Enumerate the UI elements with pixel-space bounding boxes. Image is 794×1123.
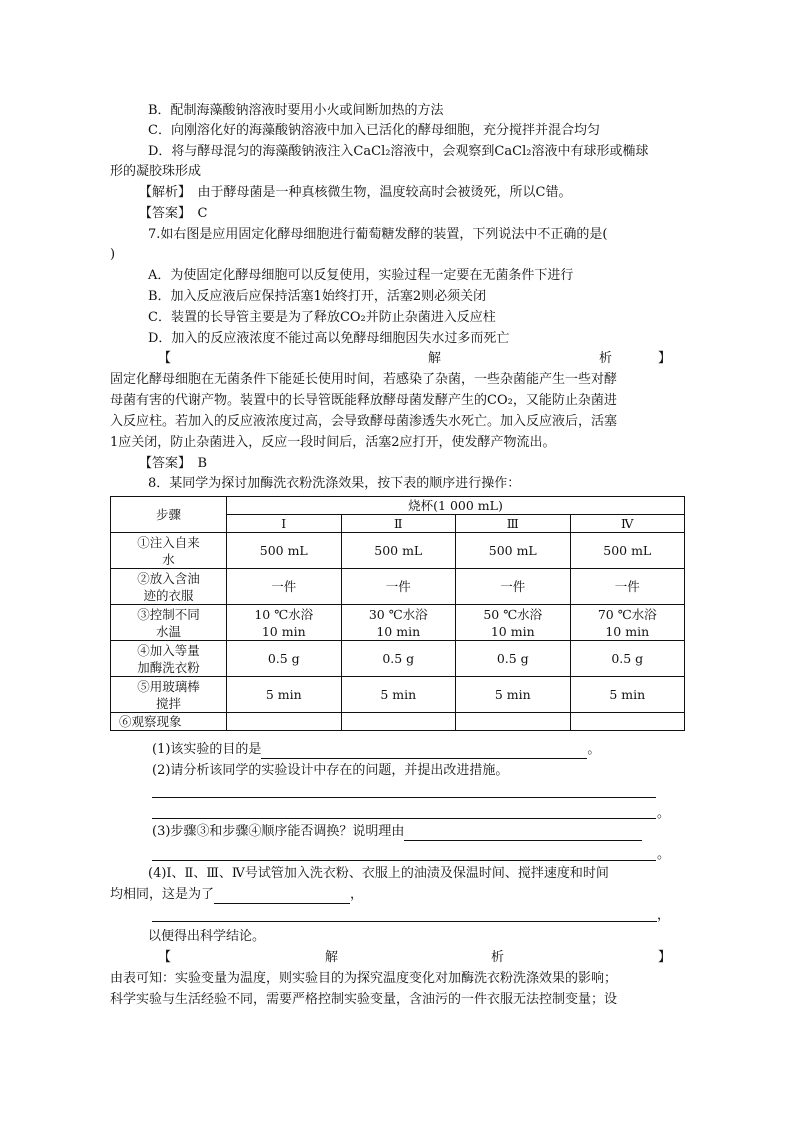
table-cell [227, 713, 342, 731]
analysis-q7-line4: 1应关闭，防止杂菌进入，反应一段时间后，活塞2应打开，使发酵产物流出。 [110, 435, 556, 450]
answer-blank-3a[interactable] [404, 826, 642, 841]
table-cell: 500 mL [227, 533, 342, 569]
answer-q6: 【答案】 C [139, 206, 208, 221]
table-cell: 0.5 g [456, 641, 571, 677]
row-step-label: ⑤用玻璃棒 搅拌 [111, 677, 227, 713]
table-row [111, 605, 685, 641]
option-c-q6: C．向刚溶化好的海藻酸钠溶液中加入已活化的酵母细胞，充分搅拌并混合均匀 [148, 123, 600, 138]
subquestion-4-cont: 均相同，这是为了 ， [110, 887, 364, 902]
table-cell [341, 713, 456, 731]
table-cell: 一件 [341, 569, 456, 605]
subquestion-4-tail: 以便得出科学结论。 [148, 929, 266, 944]
table-row [111, 533, 685, 569]
table-cell: 30 ℃水浴 10 min [341, 605, 456, 641]
analysis-q7-line3: 入反应柱。若加入的反应液浓度过高，会导致酵母菌渗透失水死亡。加入反应液后，活塞 [110, 414, 618, 429]
row-step-label: ②放入含油 迹的衣服 [111, 569, 227, 605]
option-d-q6-cont: 形的凝胶珠形成 [110, 164, 202, 179]
table-cell [456, 713, 571, 731]
table-cell: 一件 [570, 569, 685, 605]
subquestion-2: (2)请分析该同学的实验设计中存在的问题，并提出改进措施。 [152, 763, 509, 778]
answer-q7: 【答案】 B [139, 456, 208, 471]
table-col-1: Ⅰ [227, 515, 342, 533]
option-d-q7: D．加入的反应液浓度不能过高以免酵母细胞因失水过多而死亡 [148, 331, 510, 346]
question-8: 8．某同学为探讨加酶洗衣粉洗涤效果，按下表的顺序进行操作： [148, 476, 521, 491]
answer-line-2b[interactable] [152, 818, 656, 819]
subquestion-4-comma: ， [657, 908, 671, 923]
table-cell: 500 mL [341, 533, 456, 569]
table-row [111, 677, 685, 713]
table-cell: 5 min [227, 677, 342, 713]
table-cell: 一件 [456, 569, 571, 605]
table-cell [570, 713, 685, 731]
subquestion-1: (1)该实验的目的是 。 [152, 742, 601, 757]
table-col-2: Ⅱ [341, 515, 456, 533]
answer-line-4b[interactable] [152, 921, 657, 922]
table-cell: 0.5 g [570, 641, 685, 677]
table-col-3: Ⅲ [456, 515, 571, 533]
row-step-label: ④加入等量 加酶洗衣粉 [111, 641, 227, 677]
table-row [111, 713, 685, 731]
analysis-heading-q8: 【 解 析 】 [158, 950, 672, 965]
question-7-cont: ) [110, 247, 116, 262]
table-cell: 5 min [570, 677, 685, 713]
answer-blank-4a[interactable] [214, 889, 350, 904]
option-b-q7: B．加入反应液后应保持活塞1始终打开，活塞2则必须关闭 [148, 289, 487, 304]
analysis-q8-line1: 由表可知：实验变量为温度，则实验目的为探究温度变化对加酶洗衣粉洗涤效果的影响； [110, 971, 618, 986]
table-cell: 一件 [227, 569, 342, 605]
experiment-table [110, 496, 685, 731]
table-row [111, 641, 685, 677]
subquestion-3: (3)步骤③和步骤④顺序能否调换？说明理由 [152, 823, 642, 841]
answer-line-3b[interactable] [152, 860, 656, 861]
table-cell: 500 mL [570, 533, 685, 569]
table-cell: 70 ℃水浴 10 min [570, 605, 685, 641]
table-col-4: Ⅳ [570, 515, 685, 533]
table-cell: 0.5 g [227, 641, 342, 677]
answer-blank-1[interactable] [261, 744, 587, 759]
row-step-label: ①注入自来 水 [111, 533, 227, 569]
subquestion-3-end: 。 [657, 847, 671, 862]
table-cell: 5 min [456, 677, 571, 713]
row-step-label: ③控制不同 水温 [111, 605, 227, 641]
row-step-label: ⑥观察现象 [111, 713, 227, 731]
answer-line-2a[interactable] [152, 797, 656, 798]
table-cell: 5 min [341, 677, 456, 713]
table-row [111, 569, 685, 605]
analysis-heading-q7: 【 解 析 】 [158, 351, 672, 366]
table-cell: 0.5 g [341, 641, 456, 677]
option-c-q7: C．装置的长导管主要是为了释放CO₂并防止杂菌进入反应柱 [148, 310, 496, 325]
question-7: 7.如右图是应用固定化酵母细胞进行葡萄糖发酵的装置，下列说法中不正确的是( [148, 227, 608, 242]
subquestion-2-end: 。 [657, 806, 671, 821]
table-cell: 10 ℃水浴 10 min [227, 605, 342, 641]
analysis-q7-line1: 固定化酵母细胞在无菌条件下能延长使用时间，若感染了杂菌，一些杂菌能产生一些对酵 [110, 372, 618, 387]
table-header-step: 步骤 [111, 497, 227, 533]
analysis-q6: 【解析】 由于酵母菌是一种真核微生物，温度较高时会被烫死，所以C错。 [139, 185, 572, 200]
table-cell: 500 mL [456, 533, 571, 569]
subquestion-4: (4)Ⅰ、Ⅱ、Ⅲ、Ⅳ号试管加入洗衣粉、衣服上的油渍及保温时间、搅拌速度和时间 [148, 866, 609, 881]
analysis-q8-line2: 科学实验与生活经验不同，需要严格控制实验变量，含油污的一件衣服无法控制变量；设 [110, 992, 618, 1007]
option-d-q6: D．将与酵母混匀的海藻酸钠液注入CaCl₂溶液中，会观察到CaCl₂溶液中有球形或椭球 [148, 144, 649, 159]
option-b-q6: B．配制海藻酸钠溶液时要用小火或间断加热的方法 [148, 103, 444, 118]
analysis-q7-line2: 母菌有害的代谢产物。装置中的长导管既能释放酵母菌发酵产生的CO₂，又能防止杂菌进 [110, 393, 617, 408]
table-header-beaker: 烧杯(1 000 mL) [227, 497, 685, 515]
table-cell: 50 ℃水浴 10 min [456, 605, 571, 641]
option-a-q7: A．为使固定化酵母细胞可以反复使用，实验过程一定要在无菌条件下进行 [148, 268, 574, 283]
